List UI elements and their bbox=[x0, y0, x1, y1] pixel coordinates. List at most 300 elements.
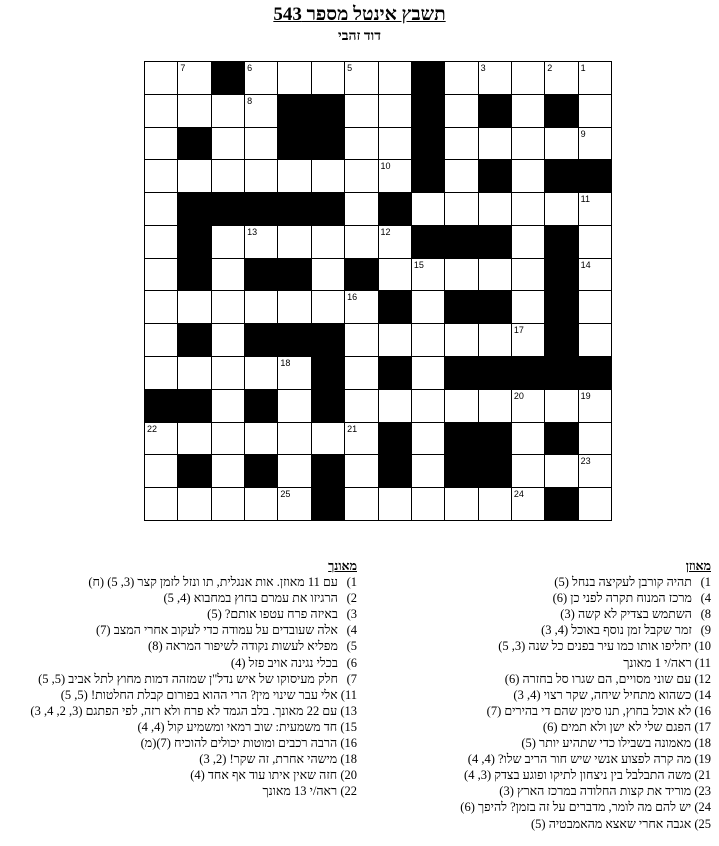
down-clue bbox=[3, 751, 357, 767]
grid-cell[interactable] bbox=[545, 455, 578, 488]
black-cell bbox=[178, 455, 211, 488]
grid-cell[interactable] bbox=[145, 259, 178, 292]
grid-cell[interactable] bbox=[145, 357, 178, 390]
grid-cell[interactable] bbox=[245, 423, 278, 456]
cell-number: 25 bbox=[280, 489, 291, 500]
black-cell bbox=[579, 357, 612, 390]
clue-number: 20) bbox=[340, 768, 357, 783]
across-clue bbox=[371, 799, 711, 815]
grid-cell[interactable] bbox=[512, 62, 545, 95]
grid-cell[interactable] bbox=[145, 226, 178, 259]
clue-text: ראה/י 13 מאונך bbox=[262, 784, 338, 799]
black-cell bbox=[479, 455, 512, 488]
grid-cell[interactable] bbox=[445, 160, 478, 193]
across-clue-list bbox=[371, 574, 711, 832]
clue-number: 13) bbox=[340, 703, 357, 718]
grid-cell[interactable] bbox=[312, 291, 345, 324]
grid-cell[interactable] bbox=[212, 259, 245, 292]
cell-number: 17 bbox=[513, 325, 524, 336]
cell-number: 2 bbox=[547, 63, 553, 73]
black-cell bbox=[412, 62, 445, 95]
black-cell bbox=[545, 226, 578, 259]
black-cell bbox=[245, 259, 278, 292]
black-cell bbox=[278, 259, 311, 292]
black-cell bbox=[312, 95, 345, 128]
grid-cell[interactable] bbox=[479, 193, 512, 226]
black-cell bbox=[178, 128, 211, 161]
crossword-grid bbox=[144, 61, 612, 521]
grid-cell[interactable] bbox=[479, 324, 512, 357]
down-clue bbox=[3, 719, 357, 735]
grid-cell[interactable] bbox=[379, 95, 412, 128]
grid-cell[interactable] bbox=[512, 291, 545, 324]
across-clue bbox=[371, 816, 711, 832]
down-clue-list bbox=[3, 574, 357, 799]
grid-cell[interactable] bbox=[345, 423, 378, 456]
clue-text: יחליפו אותו כמו עיר בפנים כל שנה (3, 5) bbox=[498, 639, 692, 654]
grid-cell[interactable] bbox=[512, 128, 545, 161]
black-cell bbox=[379, 193, 412, 226]
grid-cell[interactable] bbox=[345, 226, 378, 259]
clue-number: 9) bbox=[700, 623, 711, 638]
down-clue bbox=[3, 574, 357, 590]
black-cell bbox=[545, 423, 578, 456]
grid-cell[interactable] bbox=[345, 488, 378, 521]
grid-cell[interactable] bbox=[245, 357, 278, 390]
down-clue bbox=[3, 622, 357, 638]
clue-text: הפגם שלי לא ישן ולא תמים (6) bbox=[542, 719, 692, 734]
grid-cell[interactable] bbox=[145, 160, 178, 193]
black-cell bbox=[245, 193, 278, 226]
clue-text: מישהי אחרת, זה שקר! (2, 3) bbox=[199, 752, 338, 767]
black-cell bbox=[545, 259, 578, 292]
cell-number: 6 bbox=[247, 63, 253, 73]
black-cell bbox=[312, 324, 345, 357]
grid-cell[interactable] bbox=[178, 160, 211, 193]
grid-cell[interactable] bbox=[312, 226, 345, 259]
clue-number: 14) bbox=[694, 687, 711, 702]
grid-cell[interactable] bbox=[145, 423, 178, 456]
black-cell bbox=[178, 193, 211, 226]
clue-number: 18) bbox=[340, 752, 357, 767]
grid-cell[interactable] bbox=[412, 357, 445, 390]
cell-number: 9 bbox=[580, 128, 586, 139]
grid-cell[interactable] bbox=[278, 62, 311, 95]
black-cell bbox=[445, 455, 478, 488]
grid-cell[interactable] bbox=[312, 259, 345, 292]
black-cell bbox=[212, 62, 245, 95]
across-clue bbox=[371, 574, 711, 590]
across-clue bbox=[371, 767, 711, 783]
clue-number: 1) bbox=[346, 575, 357, 590]
grid-cell[interactable] bbox=[278, 357, 311, 390]
grid-cell[interactable] bbox=[579, 193, 612, 226]
grid-cell[interactable] bbox=[345, 160, 378, 193]
grid-cell[interactable] bbox=[245, 95, 278, 128]
cell-number: 18 bbox=[280, 358, 291, 369]
cell-number: 23 bbox=[580, 456, 591, 467]
black-cell bbox=[479, 160, 512, 193]
grid-cell[interactable] bbox=[178, 95, 211, 128]
clue-number: 16) bbox=[694, 703, 711, 718]
grid-cell[interactable] bbox=[379, 160, 412, 193]
clue-text: מרכז המנוח תקרה לפני כן (6) bbox=[552, 591, 692, 606]
grid-cell[interactable] bbox=[145, 488, 178, 521]
grid-cell[interactable] bbox=[379, 324, 412, 357]
clue-text: כשהוא מתחיל שיחה, שקר רצוי (4, 3) bbox=[513, 687, 692, 702]
grid-cell[interactable] bbox=[212, 357, 245, 390]
cell-number: 11 bbox=[580, 194, 590, 205]
black-cell bbox=[245, 324, 278, 357]
grid-cell[interactable] bbox=[345, 390, 378, 423]
grid-cell[interactable] bbox=[312, 62, 345, 95]
grid-cell[interactable] bbox=[312, 423, 345, 456]
grid-cell[interactable] bbox=[412, 423, 445, 456]
across-clue bbox=[371, 751, 711, 767]
across-clue bbox=[371, 655, 711, 671]
grid-cell[interactable] bbox=[545, 390, 578, 423]
black-cell bbox=[479, 291, 512, 324]
grid-cell[interactable] bbox=[345, 357, 378, 390]
black-cell bbox=[412, 160, 445, 193]
grid-cell[interactable] bbox=[145, 455, 178, 488]
clue-text: חזה שאין איתו עוד אף אחד (4) bbox=[190, 768, 338, 783]
black-cell bbox=[412, 128, 445, 161]
grid-cell[interactable] bbox=[245, 291, 278, 324]
cell-number: 1 bbox=[580, 63, 586, 73]
down-clue bbox=[3, 687, 357, 703]
clue-number: 23) bbox=[694, 784, 711, 799]
grid-cell[interactable] bbox=[445, 488, 478, 521]
cell-number: 19 bbox=[580, 390, 591, 401]
grid-cell[interactable] bbox=[212, 95, 245, 128]
grid-cell[interactable] bbox=[445, 95, 478, 128]
across-clue bbox=[371, 703, 711, 719]
grid-cell[interactable] bbox=[412, 259, 445, 292]
black-cell bbox=[545, 324, 578, 357]
black-cell bbox=[379, 357, 412, 390]
grid-cell[interactable] bbox=[145, 324, 178, 357]
grid-cell[interactable] bbox=[379, 62, 412, 95]
grid-cell[interactable] bbox=[178, 423, 211, 456]
grid-cell[interactable] bbox=[345, 128, 378, 161]
grid-cell[interactable] bbox=[512, 259, 545, 292]
black-cell bbox=[445, 226, 478, 259]
grid-cell[interactable] bbox=[445, 324, 478, 357]
grid-cell[interactable] bbox=[579, 488, 612, 521]
grid-cell[interactable] bbox=[512, 160, 545, 193]
clue-text: חד משמעית: שוב רמאי ומשמיע קול (4, 4) bbox=[137, 719, 338, 734]
clue-text: עם 22 מאונך. בלב הגמד לא פרח ולא רזה, לפי הפתגם (3, 2, 4, 3) bbox=[30, 703, 338, 718]
grid-cell[interactable] bbox=[545, 128, 578, 161]
black-cell bbox=[278, 193, 311, 226]
grid-cell[interactable] bbox=[445, 62, 478, 95]
clue-number: 6) bbox=[346, 655, 357, 670]
clue-number: 25) bbox=[694, 816, 711, 831]
cell-number: 3 bbox=[480, 63, 486, 73]
grid-cell[interactable] bbox=[579, 390, 612, 423]
clue-text: חלק מעיסוקו של איש נדל"ן שמזהה דמות מחוץ לתל אביב (5, 5) bbox=[38, 671, 338, 686]
black-cell bbox=[278, 95, 311, 128]
clue-number: 5) bbox=[346, 639, 357, 654]
clue-number: 21) bbox=[694, 768, 711, 783]
grid-cell[interactable] bbox=[545, 193, 578, 226]
grid-cell[interactable] bbox=[245, 128, 278, 161]
grid-cell[interactable] bbox=[278, 423, 311, 456]
clue-number: 12) bbox=[694, 671, 711, 686]
grid-cell[interactable] bbox=[512, 488, 545, 521]
black-cell bbox=[312, 128, 345, 161]
cell-number: 16 bbox=[347, 292, 358, 303]
black-cell bbox=[178, 226, 211, 259]
grid-cell[interactable] bbox=[145, 95, 178, 128]
puzzle-title bbox=[0, 4, 719, 26]
black-cell bbox=[479, 95, 512, 128]
clue-number: 11) bbox=[340, 687, 357, 702]
across-clue bbox=[371, 622, 711, 638]
cell-number: 12 bbox=[380, 226, 391, 237]
grid-cell[interactable] bbox=[245, 226, 278, 259]
clue-text: הרגיזו את עמרם בחוץ במחבוא (4, 5) bbox=[163, 591, 338, 606]
cell-number: 7 bbox=[180, 63, 186, 73]
clue-text: מפליא לעשות נקודה לשיפור המראה (8) bbox=[148, 639, 338, 654]
down-clue bbox=[3, 671, 357, 687]
grid-cell[interactable] bbox=[579, 324, 612, 357]
grid-cell[interactable] bbox=[512, 423, 545, 456]
black-cell bbox=[479, 357, 512, 390]
across-clue bbox=[371, 783, 711, 799]
clue-number: 24) bbox=[694, 800, 711, 815]
down-clue bbox=[3, 590, 357, 606]
grid-cell[interactable] bbox=[278, 291, 311, 324]
black-cell bbox=[178, 259, 211, 292]
grid-cell[interactable] bbox=[545, 62, 578, 95]
grid-cell[interactable] bbox=[345, 95, 378, 128]
grid-cell[interactable] bbox=[345, 455, 378, 488]
grid-cell[interactable] bbox=[245, 160, 278, 193]
down-clue bbox=[3, 735, 357, 751]
grid-cell[interactable] bbox=[312, 160, 345, 193]
grid-cell[interactable] bbox=[145, 62, 178, 95]
black-cell bbox=[379, 455, 412, 488]
grid-cell[interactable] bbox=[245, 488, 278, 521]
grid-cell[interactable] bbox=[412, 193, 445, 226]
grid-cell[interactable] bbox=[145, 128, 178, 161]
cell-number: 8 bbox=[247, 95, 253, 106]
black-cell bbox=[178, 390, 211, 423]
grid-cell[interactable] bbox=[445, 128, 478, 161]
clue-number: 10) bbox=[694, 639, 711, 654]
black-cell bbox=[545, 160, 578, 193]
down-clue bbox=[3, 783, 357, 799]
grid-cell[interactable] bbox=[379, 259, 412, 292]
grid-cell[interactable] bbox=[212, 128, 245, 161]
clue-number: 1) bbox=[700, 575, 711, 590]
across-clue bbox=[371, 671, 711, 687]
down-clue bbox=[3, 767, 357, 783]
grid-cell[interactable] bbox=[345, 324, 378, 357]
grid-cell[interactable] bbox=[479, 259, 512, 292]
down-clue bbox=[3, 606, 357, 622]
cell-number: 20 bbox=[513, 390, 524, 401]
grid-cell[interactable] bbox=[345, 193, 378, 226]
black-cell bbox=[312, 455, 345, 488]
grid-cell[interactable] bbox=[345, 291, 378, 324]
black-cell bbox=[379, 423, 412, 456]
grid-cell[interactable] bbox=[479, 128, 512, 161]
grid-cell[interactable] bbox=[512, 455, 545, 488]
cell-number: 21 bbox=[347, 423, 358, 434]
grid-cell[interactable] bbox=[178, 62, 211, 95]
black-cell bbox=[479, 226, 512, 259]
black-cell bbox=[412, 95, 445, 128]
grid-cell[interactable] bbox=[245, 62, 278, 95]
grid-cell[interactable] bbox=[445, 390, 478, 423]
clue-number: 4) bbox=[346, 623, 357, 638]
grid-cell[interactable] bbox=[345, 62, 378, 95]
grid-cell[interactable] bbox=[412, 390, 445, 423]
grid-cell[interactable] bbox=[178, 488, 211, 521]
grid-cell[interactable] bbox=[278, 160, 311, 193]
across-clue bbox=[371, 687, 711, 703]
grid-cell[interactable] bbox=[512, 95, 545, 128]
grid-cell[interactable] bbox=[445, 193, 478, 226]
grid-cell[interactable] bbox=[479, 62, 512, 95]
clue-text: מה קרה לפצוע אנשי שיש חור הריב שלו? (4, 4) bbox=[467, 752, 692, 767]
grid-cell[interactable] bbox=[278, 390, 311, 423]
grid-cell[interactable] bbox=[579, 226, 612, 259]
black-cell bbox=[345, 259, 378, 292]
grid-cell[interactable] bbox=[512, 390, 545, 423]
black-cell bbox=[312, 193, 345, 226]
clue-text: זמר שקבל זמן נוסף באוכל (4, 3) bbox=[541, 623, 692, 638]
grid-cell[interactable] bbox=[145, 193, 178, 226]
across-clue bbox=[371, 606, 711, 622]
grid-cell[interactable] bbox=[379, 488, 412, 521]
cell-number: 24 bbox=[513, 489, 524, 500]
clue-number: 8) bbox=[700, 607, 711, 622]
grid-cell[interactable] bbox=[579, 128, 612, 161]
grid-cell[interactable] bbox=[579, 95, 612, 128]
black-cell bbox=[245, 455, 278, 488]
across-clue bbox=[371, 719, 711, 735]
grid-cell[interactable] bbox=[412, 455, 445, 488]
grid-cell[interactable] bbox=[579, 259, 612, 292]
clue-text: עם 11 מאוזן. אות אנגלית, תו ונזל לזמן קצר (3, 5) (ח) bbox=[88, 575, 338, 590]
clue-number: 16) bbox=[340, 736, 357, 751]
clue-number: 15) bbox=[340, 719, 357, 734]
grid-cell[interactable] bbox=[379, 128, 412, 161]
grid-cell[interactable] bbox=[212, 226, 245, 259]
black-cell bbox=[445, 423, 478, 456]
grid-cell[interactable] bbox=[412, 324, 445, 357]
across-clue bbox=[371, 590, 711, 606]
black-cell bbox=[245, 390, 278, 423]
black-cell bbox=[579, 160, 612, 193]
grid-cell[interactable] bbox=[379, 226, 412, 259]
black-cell bbox=[212, 193, 245, 226]
clue-text: אגבה אחרי שאצא מהאמבטיה (5) bbox=[531, 816, 692, 831]
clue-number: 19) bbox=[694, 752, 711, 767]
grid-cell[interactable] bbox=[212, 390, 245, 423]
clue-number: 11) bbox=[694, 655, 711, 670]
clue-text: מאמונה בשבילו כדי שתהיע יותר (5) bbox=[521, 736, 692, 751]
clue-text: תהיה קורבן לעקיצה בנחל (5) bbox=[554, 575, 692, 590]
clue-text: ראה/י 1 מאונך bbox=[623, 655, 692, 670]
cell-number: 15 bbox=[413, 259, 424, 270]
clue-text: הרבה רכבים ומוטות יכולים להוכיח (7)(מ) bbox=[140, 736, 338, 751]
grid-cell[interactable] bbox=[212, 423, 245, 456]
black-cell bbox=[479, 423, 512, 456]
clue-number: 7) bbox=[346, 671, 357, 686]
black-cell bbox=[312, 488, 345, 521]
grid-cell[interactable] bbox=[379, 390, 412, 423]
black-cell bbox=[445, 357, 478, 390]
grid-cell[interactable] bbox=[479, 390, 512, 423]
clue-text: יש להם מה לומר, מדברים על זה בזמן? להיפך (6) bbox=[460, 800, 692, 815]
black-cell bbox=[278, 128, 311, 161]
grid-cell[interactable] bbox=[579, 423, 612, 456]
grid-cell[interactable] bbox=[445, 259, 478, 292]
clue-number: 18) bbox=[694, 736, 711, 751]
grid-cell[interactable] bbox=[412, 488, 445, 521]
black-cell bbox=[379, 291, 412, 324]
grid-cell[interactable] bbox=[512, 226, 545, 259]
down-heading: מאונך bbox=[328, 559, 357, 573]
grid-cell[interactable] bbox=[212, 291, 245, 324]
across-clue bbox=[371, 735, 711, 751]
clue-text: לא אוכל בחוץ, תנו סימן שהם די בהירים (7) bbox=[486, 703, 692, 718]
grid-cell[interactable] bbox=[579, 291, 612, 324]
grid-cell[interactable] bbox=[579, 455, 612, 488]
down-clue bbox=[3, 638, 357, 654]
clue-number: 3) bbox=[346, 607, 357, 622]
grid-cell[interactable] bbox=[512, 193, 545, 226]
grid-cell[interactable] bbox=[278, 488, 311, 521]
grid-cell[interactable] bbox=[512, 324, 545, 357]
grid-cell[interactable] bbox=[278, 455, 311, 488]
grid-cell[interactable] bbox=[145, 291, 178, 324]
grid-cell[interactable] bbox=[178, 291, 211, 324]
black-cell bbox=[178, 324, 211, 357]
clue-text: עם שוני מסויים, הם שגרו סל בחזרה (6) bbox=[504, 671, 692, 686]
grid-cell[interactable] bbox=[212, 160, 245, 193]
black-cell bbox=[512, 357, 545, 390]
clue-text: באיזה פרח עטפו אותם? (5) bbox=[207, 607, 338, 622]
across-clues bbox=[371, 558, 711, 832]
black-cell bbox=[545, 95, 578, 128]
black-cell bbox=[145, 390, 178, 423]
cell-number: 22 bbox=[147, 423, 158, 434]
down-clue bbox=[3, 703, 357, 719]
grid-cell[interactable] bbox=[212, 324, 245, 357]
across-heading: מאוזן bbox=[685, 559, 711, 573]
grid-cell[interactable] bbox=[212, 455, 245, 488]
clue-text: בכלי נגינה אויב פזל (4) bbox=[230, 655, 338, 670]
grid-cell[interactable] bbox=[479, 488, 512, 521]
clue-text: מוריד את קצות החלודה במרכז הארץ (3) bbox=[499, 784, 692, 799]
grid-cell[interactable] bbox=[178, 357, 211, 390]
grid-cell[interactable] bbox=[579, 62, 612, 95]
cell-number: 4 bbox=[413, 63, 419, 73]
grid-cell[interactable] bbox=[278, 226, 311, 259]
black-cell bbox=[412, 226, 445, 259]
black-cell bbox=[545, 291, 578, 324]
grid-cell[interactable] bbox=[212, 488, 245, 521]
black-cell bbox=[545, 357, 578, 390]
down-clue bbox=[3, 655, 357, 671]
grid-cell[interactable] bbox=[412, 291, 445, 324]
